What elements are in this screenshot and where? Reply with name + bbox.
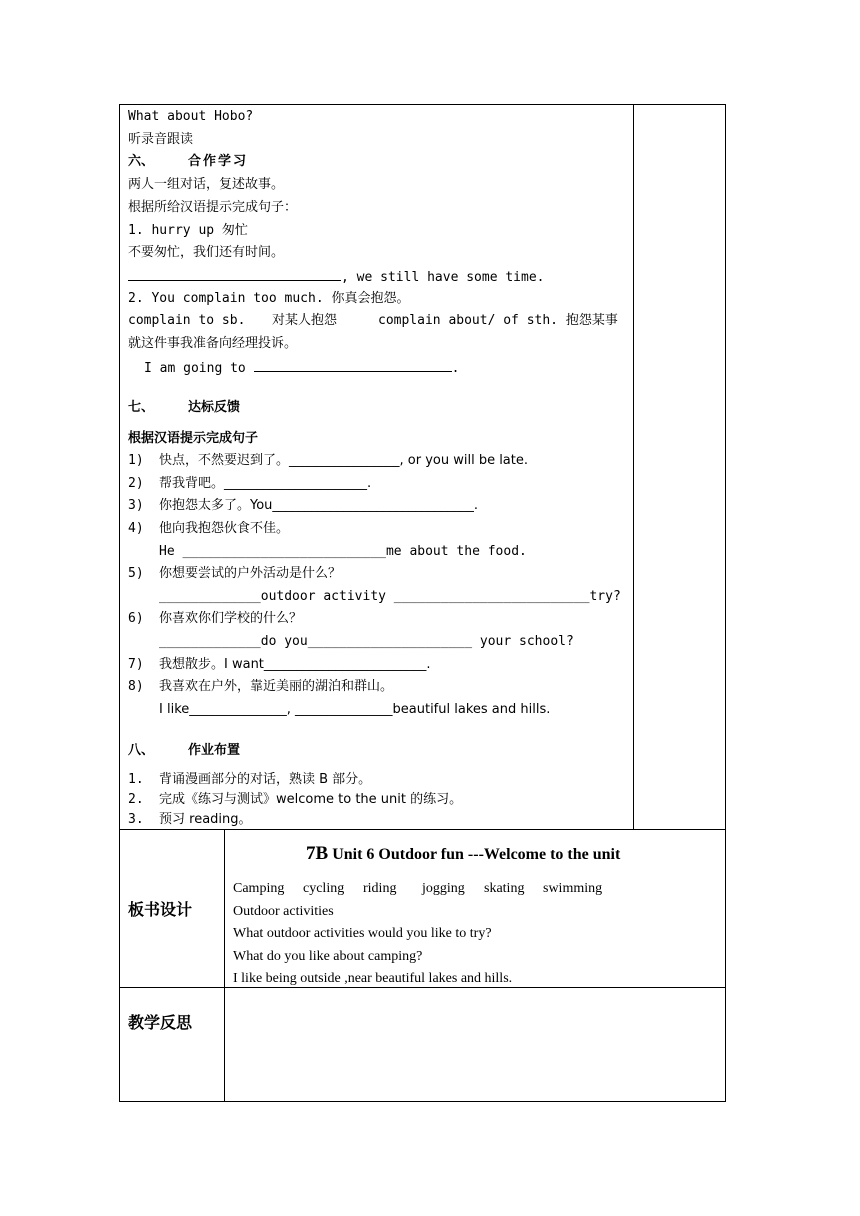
exercise-text: 他向我抱怨伙食不佳。 (159, 521, 290, 536)
exercise-number: 4) (128, 521, 144, 536)
section-6-number: 六、 (128, 154, 155, 169)
section-8-number: 八、 (128, 743, 155, 758)
intro-line-1: What about Hobo? (128, 109, 254, 124)
answer-blank[interactable] (254, 358, 452, 372)
exercise-answer-line: _____________do you_____________________ your school? (159, 634, 574, 649)
exercise-number: 2) (128, 476, 144, 491)
exercise-text: 你喜欢你们学校的什么？ (159, 611, 303, 626)
exercise-text: 快点，不然要迟到了。_________________, or you will be late. (159, 453, 529, 468)
section-7-title: 达标反馈 (188, 400, 241, 415)
exercise-number: 1) (128, 453, 144, 468)
activity-word: cycling (303, 881, 345, 896)
teaching-reflection-label: 教学反思 (128, 1013, 193, 1032)
board-title-grade: 7B (306, 843, 329, 864)
board-design-label: 板书设计 (128, 900, 193, 919)
activity-word: jogging (422, 881, 465, 896)
item-2-answer-line (144, 358, 459, 378)
exercise-number: 7) (128, 657, 144, 672)
section-7-subtitle: 根据汉语提示完成句子 (128, 431, 259, 446)
activity-word: Camping (233, 881, 285, 896)
exercise-number: 5) (128, 566, 144, 581)
homework-number: 2. (128, 792, 144, 807)
item-2-phrase-c: complain about/ of sth. 抱怨某事 (378, 313, 618, 328)
item-2-english: I am going to (144, 361, 246, 376)
section-6-line-2: 根据所给汉语提示完成句子： (128, 200, 298, 215)
exercise-text: 我想散步。I want_________________________. (159, 657, 431, 672)
side-column-divider (633, 104, 634, 829)
homework-text: 背诵漫画部分的对话，熟读 B 部分。 (159, 772, 372, 787)
exercise-answer-line: I like_______________, _______________beautiful lakes and hills. (159, 702, 551, 717)
exercise-text: 你想要尝试的户外活动是什么？ (159, 566, 342, 581)
exercise-number: 6) (128, 611, 144, 626)
section-6-title: 合作学习 (188, 154, 249, 169)
exercise-text: 帮我背吧。______________________. (159, 476, 372, 491)
activity-word: swimming (543, 881, 603, 896)
homework-number: 3. (128, 812, 144, 827)
exercise-answer-line: He __________________________me about the food. (159, 544, 527, 559)
exercise-text: 我喜欢在户外，靠近美丽的湖泊和群山。 (159, 679, 394, 694)
section-7-number: 七、 (128, 400, 155, 415)
activity-word: skating (484, 881, 525, 896)
teaching-reflection-cell[interactable] (226, 989, 724, 1100)
board-title-rest: Unit 6 Outdoor fun ---Welcome to the unit (328, 846, 621, 863)
item-2-phrase-b: 对某人抱怨 (272, 313, 338, 328)
homework-number: 1. (128, 772, 144, 787)
board-line: What do you like about camping? (233, 949, 423, 964)
item-1-chinese: 不要匆忙，我们还有时间。 (128, 245, 285, 260)
label-column-divider (224, 829, 225, 1102)
item-2-chinese: 就这件事我准备向经理投诉。 (128, 336, 298, 351)
board-line: I like being outside ,near beautiful lakes and hills. (233, 971, 513, 986)
item-1-tail: , we still have some time. (341, 270, 545, 285)
answer-blank[interactable] (128, 267, 341, 281)
exercise-answer-line: _____________outdoor activity _________________________try? (159, 589, 621, 604)
item-2-phrase-a: complain to sb. (128, 313, 246, 328)
intro-line-2: 听录音跟读 (128, 132, 194, 147)
exercise-number: 8) (128, 679, 144, 694)
item-2-end: . (451, 361, 460, 376)
exercise-number: 3) (128, 498, 144, 513)
section-6-line-1: 两人一组对话，复述故事。 (128, 177, 285, 192)
homework-text: 预习 reading。 (159, 812, 252, 827)
board-title (306, 843, 620, 866)
board-line: Outdoor activities (233, 904, 334, 919)
section-8-title: 作业布置 (188, 743, 241, 758)
homework-text: 完成《练习与测试》welcome to the unit 的练习。 (159, 792, 463, 807)
board-line: What outdoor activities would you like to try? (233, 926, 492, 941)
exercise-text: 你抱怨太多了。You_______________________________. (159, 498, 479, 513)
activity-word: riding (363, 881, 397, 896)
item-2-head: 2. You complain too much. 你真会抱怨。 (128, 291, 410, 306)
item-1-head: 1. hurry up 匆忙 (128, 223, 248, 238)
row-divider-board (119, 829, 726, 830)
item-1-answer-line (128, 267, 545, 287)
